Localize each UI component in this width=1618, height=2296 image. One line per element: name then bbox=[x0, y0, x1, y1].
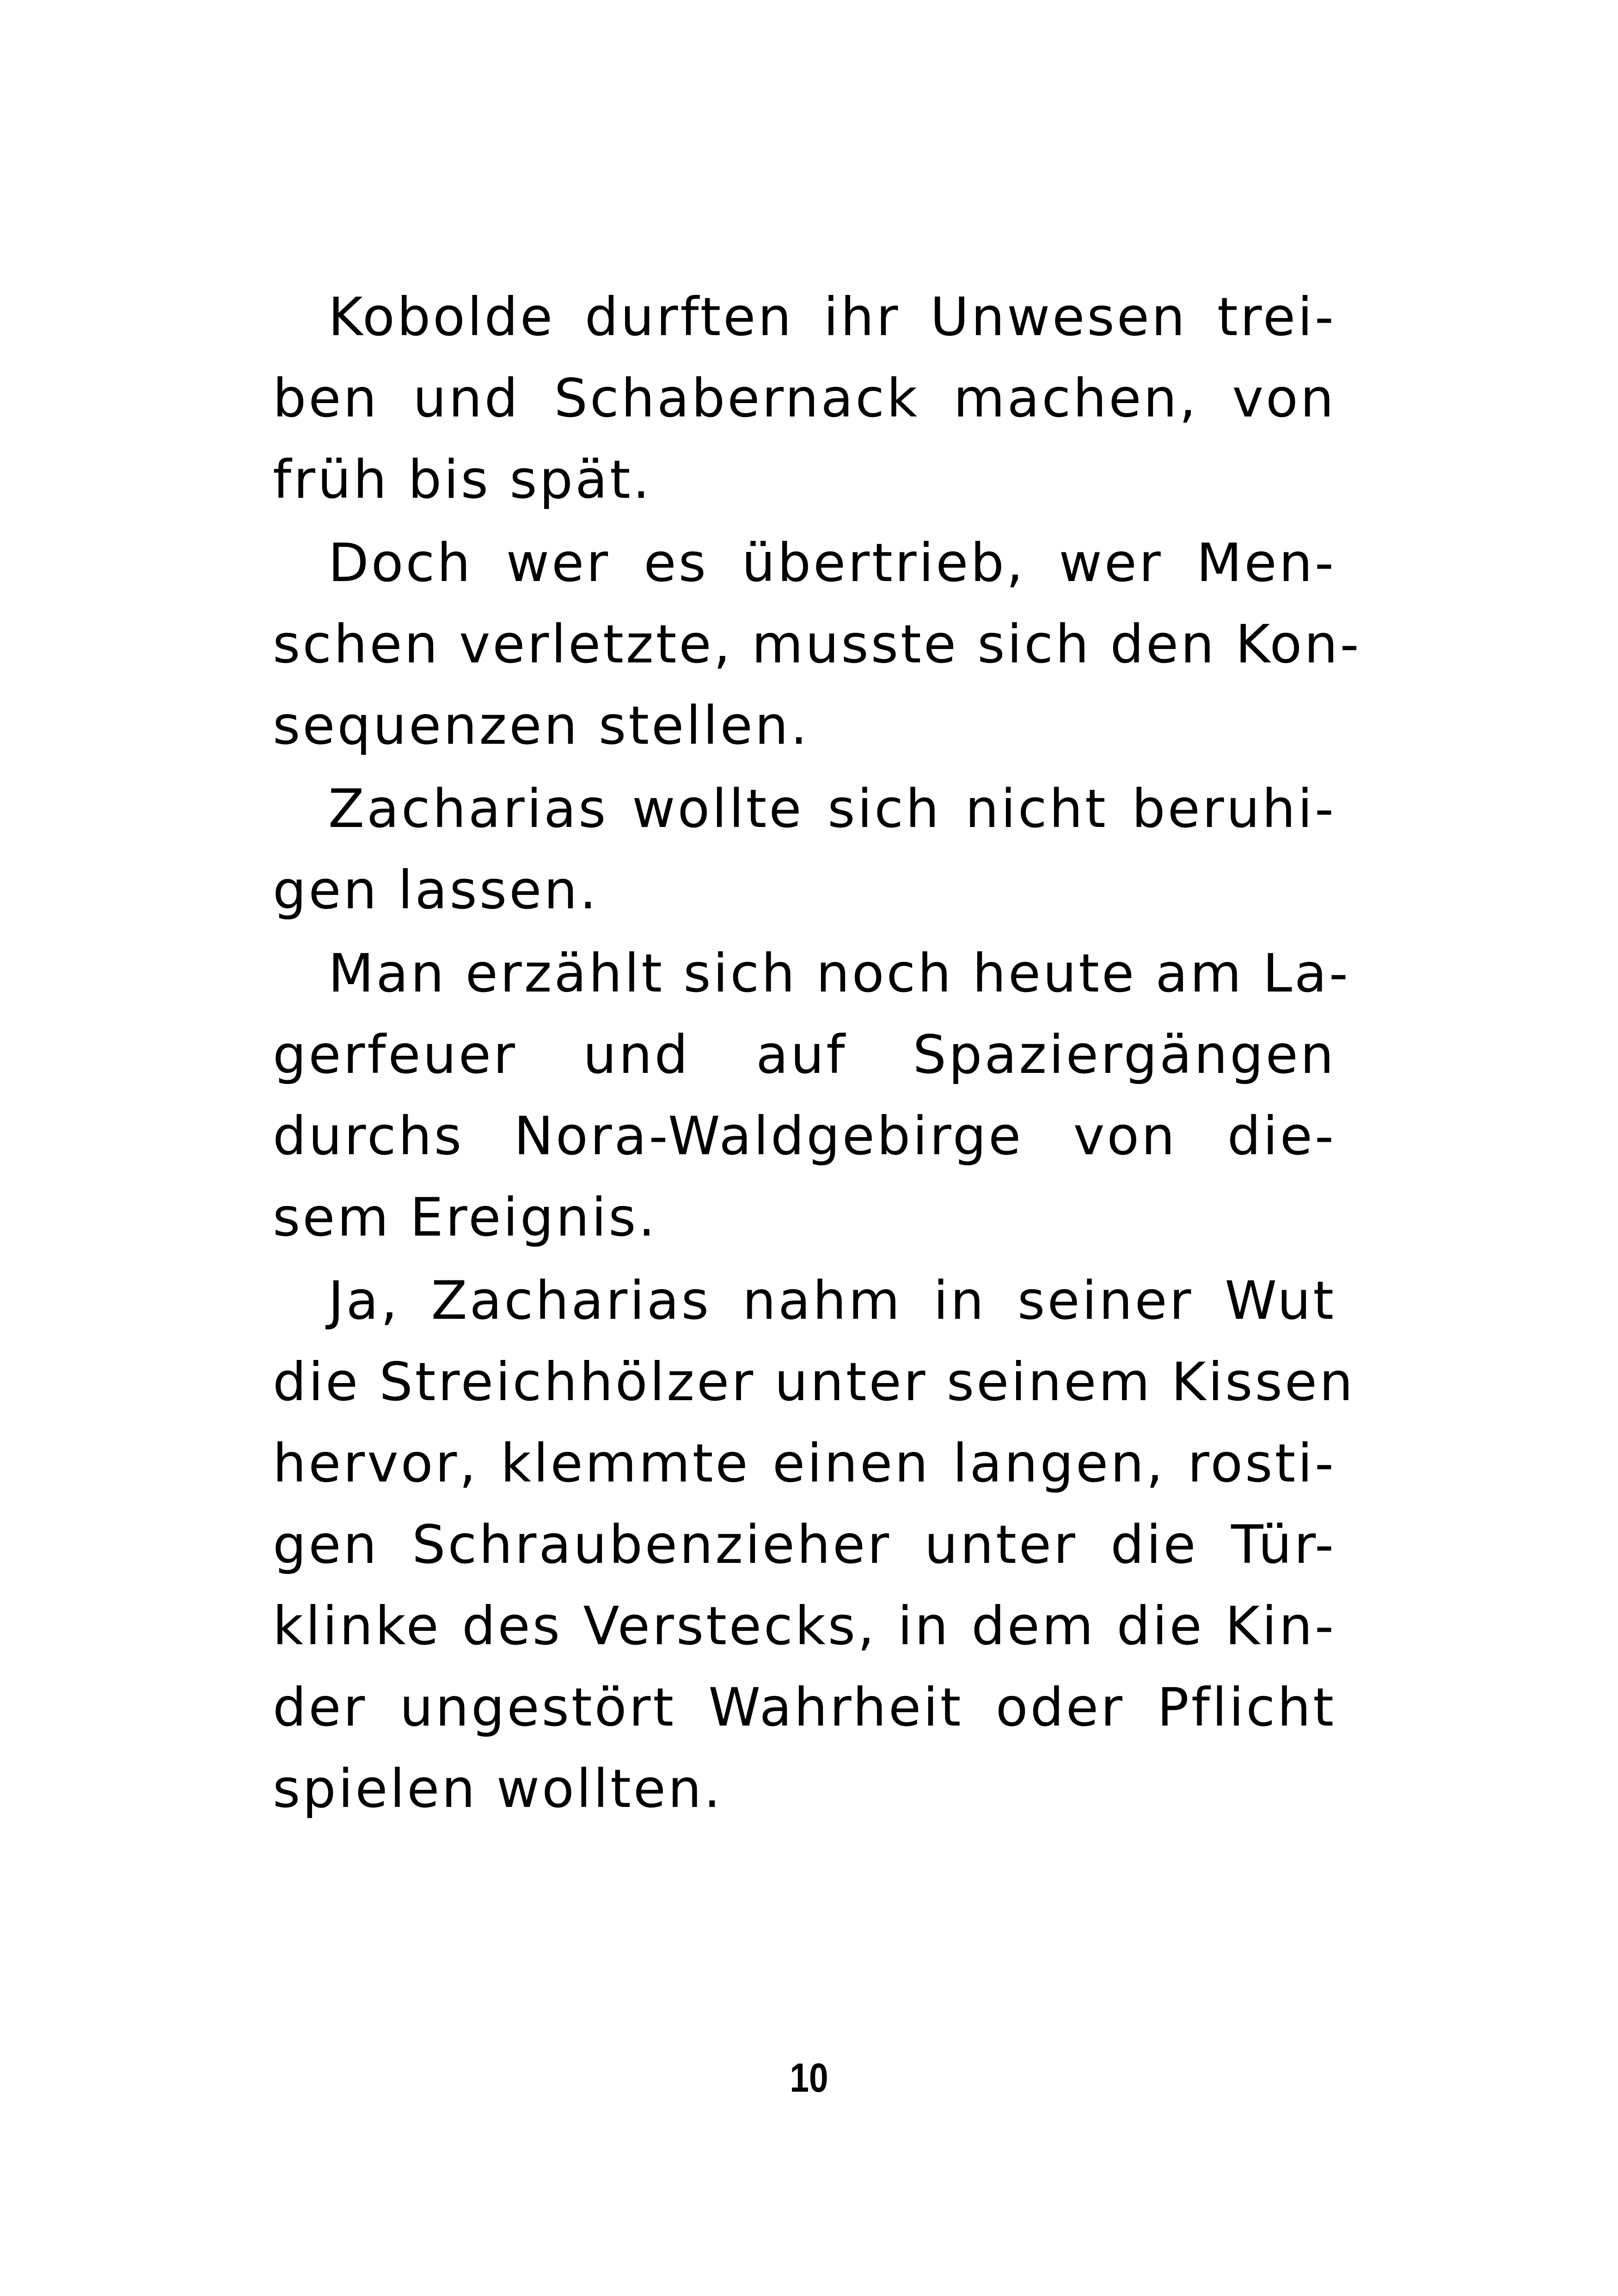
text-line: Doch wer es übertrieb, wer Men- bbox=[328, 532, 1336, 594]
text-line: Ja, Zacharias nahm in seiner Wut bbox=[328, 1270, 1336, 1331]
text-line: sequenzen stellen. bbox=[273, 695, 810, 756]
text-line: früh bis spät. bbox=[273, 449, 652, 510]
body-text bbox=[273, 276, 1361, 1830]
text-line: schen verletzte, musste sich den Kon- bbox=[273, 613, 1361, 675]
text-line: gerfeuer und auf Spaziergängen bbox=[273, 1024, 1336, 1085]
text-line: hervor, klemmte einen langen, rosti- bbox=[273, 1433, 1336, 1494]
text-line: der ungestört Wahrheit oder Pflicht bbox=[273, 1677, 1336, 1738]
page-number: 10 bbox=[790, 2055, 828, 2100]
text-line: Zacharias wollte sich nicht beruhi- bbox=[328, 778, 1336, 839]
text-line: durchs Nora-Waldgebirge von die- bbox=[273, 1105, 1336, 1167]
text-line: spielen wollten. bbox=[273, 1758, 723, 1819]
text-line: gen lassen. bbox=[273, 859, 599, 921]
text-line: gen Schraubenzieher unter die Tür- bbox=[273, 1514, 1336, 1575]
text-line: Man erzählt sich noch heute am La- bbox=[328, 943, 1351, 1004]
text-line: ben und Schabernack machen, von bbox=[273, 367, 1336, 429]
text-line: die Streichhölzer unter seinem Kissen bbox=[273, 1351, 1355, 1413]
text-line: sem Ereignis. bbox=[273, 1187, 657, 1248]
text-line: Kobolde durften ihr Unwesen trei- bbox=[328, 286, 1336, 348]
text-line: klinke des Verstecks, in dem die Kin- bbox=[273, 1595, 1336, 1657]
